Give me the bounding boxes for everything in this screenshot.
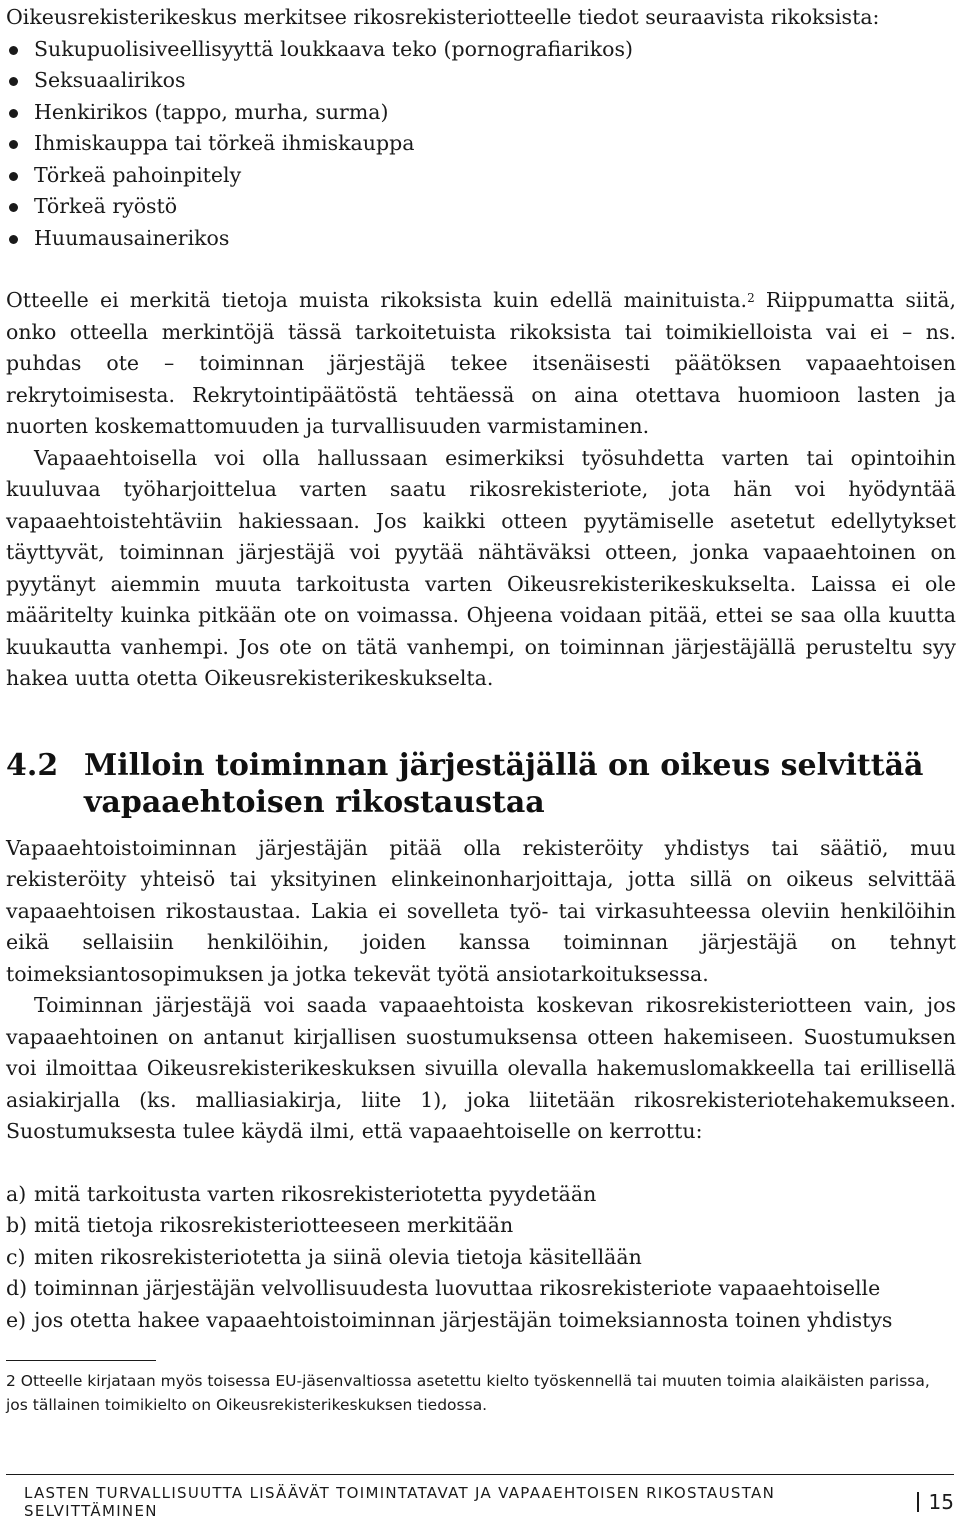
- section-heading: [6, 747, 956, 821]
- footer-divider: [6, 1474, 954, 1475]
- paragraph-organizer-eligibility: Vapaaehtoistoiminnan järjestäjän pitää olla rekisteröity yhdistys tai säätiö, muu rekisteröity yhteisö tai yksityinen elinkeinonharjoittaja, jotta sillä on oikeus selvittää vapaaehtoisen rikostaustaa. Lakia ei sovelleta työ- tai virkasuhteessa oleviin henkilöihin eikä sellaisiin henkilöihin, joiden kanssa toiminnan järjestäjä on tehnyt toimeksiantosopimuksen ja jotka tekevät työtä ansiotarkoituksessa.: [6, 835, 956, 986]
- list-item: Henkirikos (tappo, murha, surma): [6, 97, 956, 129]
- list-item: c) miten rikosrekisteriotetta ja siinä olevia tietoja käsitellään: [6, 1244, 642, 1269]
- page-number: 15: [928, 1490, 954, 1514]
- bullet-icon: [9, 140, 18, 149]
- crimes-intro: Oikeusrekisterikeskus merkitsee rikosrekisteriotteelle tiedot seuraavista rikoksista:: [6, 5, 880, 29]
- paragraph-existing-extract: Vapaaehtoisella voi olla hallussaan esimerkiksi työsuhdetta varten tai opintoihin kuuluvaa työharjoittelua varten saatu rikosrekisteriote, jota hän voi hyödyntää vapaaehtoistehtäviin hakiessaan. Jos kaikki otteen pyytämiselle asetetut edellytykset täyttyvät, toiminnan järjestäjä voi pyytää nähtäväksi otteen, jonka vapaaehtoinen on pyytänyt aiemmin muuta tarkoitusta varten Oikeusrekisterikeskukselta. Laissa ei ole määritelty kuinka pitkään ote on voimassa. Ohjeena voidaan pitää, ettei se saa olla kuutta kuukautta vanhempi. Jos ote on tätä vanhempi, on toiminnan järjestäjällä perusteltu syy hakea uutta otetta Oikeusrekisterikeskukselta.: [6, 445, 956, 690]
- list-item: Törkeä ryöstö: [6, 191, 956, 223]
- list-item: d) toiminnan järjestäjän velvollisuudesta luovuttaa rikosrekisteriote vapaaehtoiselle: [6, 1276, 881, 1300]
- running-title: LASTEN TURVALLISUUTTA LISÄÄVÄT TOIMINTATAVAT JA VAPAAEHTOISEN RIKOSTAUSTAN SELVITTÄMINEN: [24, 1484, 776, 1520]
- bullet-icon: [9, 109, 18, 118]
- footnote: 2 Otteelle kirjataan myös toisessa EU-jäsenvaltiossa asetettu kielto työskennellä tai muuten toimia alaikäisten parissa, jos tällainen toimikielto on Oikeusrekisterikeskuksen tiedossa.: [6, 1372, 930, 1414]
- page-footer: [24, 1484, 954, 1520]
- page-body: [6, 2, 956, 1417]
- footer-separator: [917, 1492, 918, 1512]
- list-item: b) mitä tietoja rikosrekisteriotteeseen merkitään: [6, 1213, 514, 1237]
- crimes-list: [6, 34, 956, 255]
- list-item: Huumausainerikos: [6, 223, 956, 255]
- list-item: Törkeä pahoinpitely: [6, 160, 956, 192]
- list-item: a) mitä tarkoitusta varten rikosrekisteriotetta pyydetään: [6, 1181, 597, 1206]
- footnote-divider: [6, 1360, 156, 1361]
- paragraph-consent: Toiminnan järjestäjä voi saada vapaaehtoista koskevan rikosrekisteriotteen vain, jos vapaaehtoinen on antanut kirjallisen suostumuksensa otteen hakemiseen. Suostumuksen voi ilmoittaa Oikeusrekisterikeskuksen sivuilla olevalla hakemuslomakkeella tai erillisellä asiakirjalla (ks. malliasiakirja, liite 1), joka liitetään rikosrekisteriotehakemukseen. Suostumuksesta tulee käydä ilmi, että vapaaehtoiselle on kerrottu:: [6, 993, 956, 1143]
- list-item: Sukupuolisiveellisyyttä loukkaava teko (pornografiarikos): [6, 34, 956, 66]
- bullet-icon: [9, 46, 18, 55]
- list-item: Ihmiskauppa tai törkeä ihmiskauppa: [6, 128, 956, 160]
- section-title: Milloin toiminnan järjestäjällä on oikeus selvittää vapaaehtoisen rikostaustaa: [84, 747, 924, 820]
- bullet-icon: [9, 77, 18, 86]
- footnote-ref[interactable]: 2: [747, 291, 755, 305]
- bullet-icon: [9, 235, 18, 244]
- bullet-icon: [9, 172, 18, 181]
- informed-list: [6, 1179, 956, 1337]
- section-number: 4.2: [6, 747, 59, 783]
- bullet-icon: [9, 203, 18, 212]
- paragraph-clean-record: Otteelle ei merkitä tietoja muista rikoksista kuin edellä mainituista.$^2$ Riippumatta siitä, onko otteella merkintöjä tässä tarkoitetuista rikoksista tai toimikielloista vai ei – ns. puhdas ote – toiminnan järjestäjä tekee itsenäisesti päätöksen vapaaehtoisen rekrytoimisesta. Rekrytointipäätöstä tehtäessä on aina otettava huomioon lasten ja nuorten koskemattomuuden ja turvallisuuden varmistaminen.: [6, 288, 957, 438]
- list-item: Seksuaalirikos: [6, 65, 956, 97]
- list-item: e) jos otetta hakee vapaaehtoistoiminnan järjestäjän toimeksiannosta toinen yhdistys: [6, 1307, 893, 1332]
